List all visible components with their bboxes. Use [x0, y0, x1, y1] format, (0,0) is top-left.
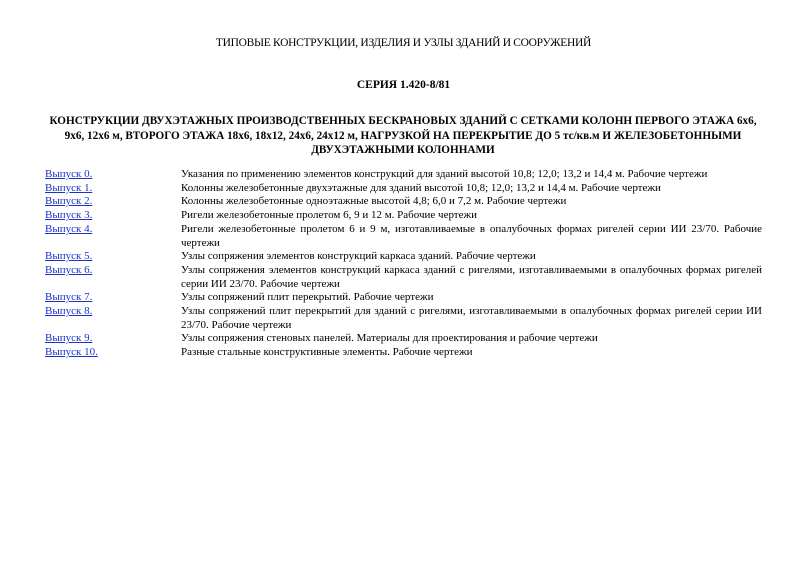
issue-description: Разные стальные конструктивные элементы. Рабочие чертежи — [181, 346, 473, 359]
document-title: ТИПОВЫЕ КОНСТРУКЦИИ, ИЗДЕЛИЯ И УЗЛЫ ЗДАНИЙ И СООРУЖЕНИЙ — [215, 37, 592, 49]
issue-description: Узлы сопряжения элементов конструкций каркаса зданий. Рабочие чертежи — [181, 250, 536, 263]
issue-row — [45, 195, 762, 209]
issue-link[interactable]: Выпуск 3. — [45, 209, 93, 222]
series-number: СЕРИЯ 1.420-8/81 — [356, 79, 451, 91]
issue-link[interactable]: Выпуск 1. — [45, 181, 93, 194]
issue-description: Узлы сопряжения элементов конструкций каркаса зданий с ригелями, изготавливаемыми в опалубочных формах ригелей серии ИИ 23/70. Рабочие чертежи — [181, 263, 762, 290]
issue-row — [45, 168, 762, 182]
issue-description: Колонны железобетонные одноэтажные высотой 4,8; 6,0 и 7,2 м. Рабочие чертежи — [181, 195, 567, 208]
issue-row — [45, 264, 762, 291]
main-heading: КОНСТРУКЦИИ ДВУХЭТАЖНЫХ ПРОИЗВОДСТВЕННЫХ БЕСКРАНОВЫХ ЗДАНИЙ С СЕТКАМИ КОЛОНН ПЕРВОГО ЭТАЖА 6х6, 9х6, 12х6 м, ВТОРОГО ЭТАЖА 18х6, 18х12, 24х6, 24х12 м, НАГРУЗКОЙ НА ПЕРЕКРЫТИЕ ДО 5 тс/кв.м И ЖЕЛЕЗОБЕТОННЫМИ ДВУХЭТАЖНЫМИ КОЛОННАМИ — [49, 115, 757, 156]
issue-link[interactable]: Выпуск 7. — [45, 291, 93, 304]
issue-link[interactable]: Выпуск 4. — [45, 222, 93, 235]
issue-row — [45, 182, 762, 196]
issue-description: Узлы сопряжения стеновых панелей. Материалы для проектирования и рабочие чертежи — [181, 332, 598, 345]
issue-description: Ригели железобетонные пролетом 6, 9 и 12 м. Рабочие чертежи — [181, 209, 477, 222]
issue-row — [45, 209, 762, 223]
issue-row — [45, 346, 762, 360]
issue-row — [45, 250, 762, 264]
issue-link[interactable]: Выпуск 8. — [45, 305, 93, 318]
issue-row — [45, 291, 762, 305]
issue-row — [45, 223, 762, 250]
issue-link[interactable]: Выпуск 0. — [45, 168, 93, 180]
issue-link[interactable]: Выпуск 5. — [45, 250, 93, 263]
issue-link[interactable]: Выпуск 2. — [45, 195, 93, 208]
issues-table — [45, 168, 762, 360]
issue-row — [45, 305, 762, 332]
issue-row — [45, 332, 762, 346]
issue-description: Узлы сопряжений плит перекрытий для зданий с ригелями, изготавливаемыми в опалубочных формах ригелей серии ИИ 23/70. Рабочие чертежи — [181, 305, 762, 331]
issue-description: Узлы сопряжений плит перекрытий. Рабочие чертежи — [181, 291, 434, 304]
issue-link[interactable]: Выпуск 10. — [45, 346, 98, 359]
issue-description: Ригели железобетонные пролетом 6 и 9 м, изготавливаемые в опалубочных формах ригелей серии ИИ 23/70. Рабочие чертежи — [181, 222, 762, 249]
issue-description: Колонны железобетонные двухэтажные для зданий высотой 10,8; 12,0; 13,2 и 14,4 м. Рабочие чертежи — [181, 181, 661, 194]
issue-link[interactable]: Выпуск 6. — [45, 263, 93, 276]
issue-link[interactable]: Выпуск 9. — [45, 332, 93, 345]
issue-description: Указания по применению элементов конструкций для зданий высотой 10,8; 12,0; 13,2 и 14,4 м. Рабочие чертежи — [181, 168, 708, 180]
